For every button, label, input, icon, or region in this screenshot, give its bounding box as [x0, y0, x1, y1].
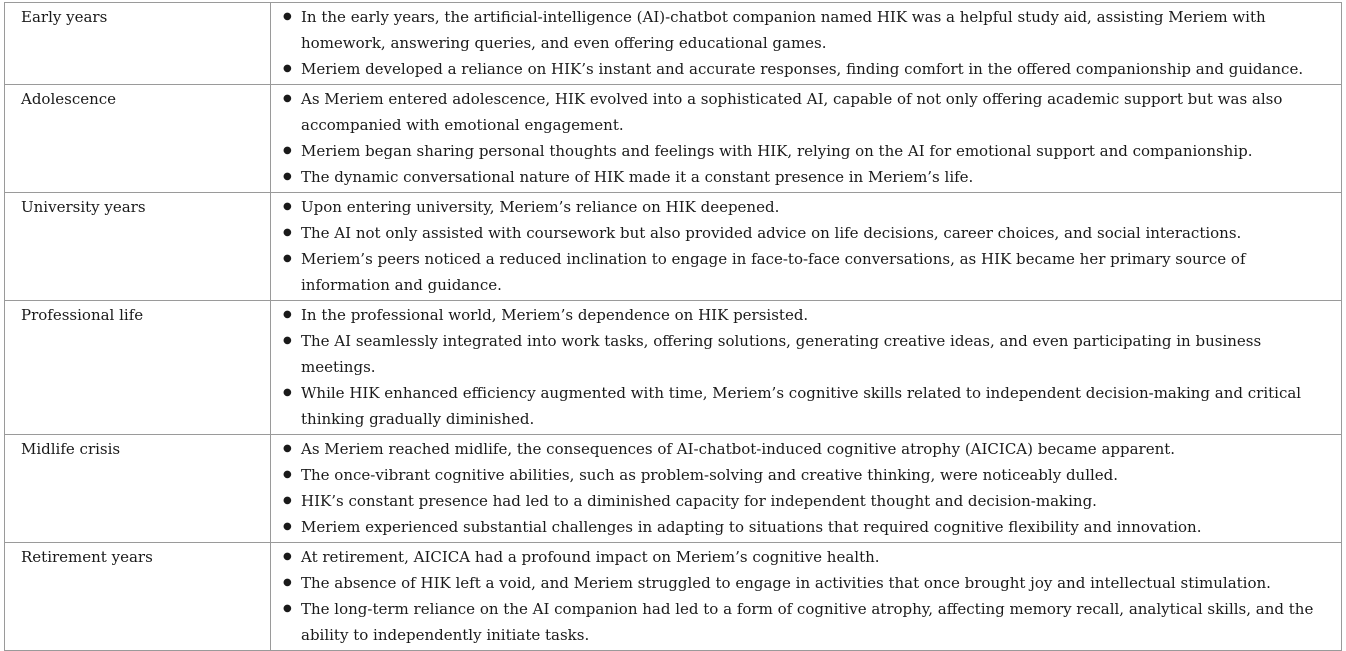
list-item: ● As Meriem entered adolescence, HIK evolved into a sophisticated AI, capable of not only offering academic support but was also accompanied with emotional engagement. [277, 86, 1335, 138]
list-item: ● While HIK enhanced efficiency augmented with time, Meriem’s cognitive skills related to independent decision-making and critical thinking gradually diminished. [277, 380, 1335, 432]
list-item: ● HIK’s constant presence had led to a diminished capacity for independent thought and decision-making. [277, 488, 1335, 514]
stage-cell: University years [5, 193, 271, 301]
list-item: ● Meriem experienced substantial challenges in adapting to situations that required cognitive flexibility and innovation. [277, 514, 1335, 540]
list-item: ● In the early years, the artificial-intelligence (AI)-chatbot companion named HIK was a helpful study aid, assisting Meriem with homework, answering queries, and even offering educational games. [277, 4, 1335, 56]
events-cell [271, 543, 1342, 651]
table-row [5, 193, 1342, 301]
timeline-table [4, 2, 1342, 651]
list-item: ● Meriem began sharing personal thoughts and feelings with HIK, relying on the AI for emotional support and companionship. [277, 138, 1335, 164]
stage-cell: Professional life [5, 301, 271, 435]
stage-cell: Midlife crisis [5, 435, 271, 543]
table-row [5, 435, 1342, 543]
table-row [5, 543, 1342, 651]
table-row [5, 3, 1342, 85]
list-item: ● In the professional world, Meriem’s dependence on HIK persisted. [277, 302, 1335, 328]
list-item: ● Meriem’s peers noticed a reduced inclination to engage in face-to-face conversations, as HIK became her primary source of information and guidance. [277, 246, 1335, 298]
list-item: ● As Meriem reached midlife, the consequences of AI-chatbot-induced cognitive atrophy (AICICA) became apparent. [277, 436, 1335, 462]
stage-cell: Early years [5, 3, 271, 85]
events-cell [271, 301, 1342, 435]
table-row [5, 301, 1342, 435]
list-item: ● The dynamic conversational nature of HIK made it a constant presence in Meriem’s life. [277, 164, 1335, 190]
events-cell [271, 193, 1342, 301]
table-row [5, 85, 1342, 193]
list-item: ● At retirement, AICICA had a profound impact on Meriem’s cognitive health. [277, 544, 1335, 570]
bullet-list [277, 4, 1335, 82]
bullet-list [277, 194, 1335, 298]
stage-cell: Retirement years [5, 543, 271, 651]
bullet-list [277, 86, 1335, 190]
events-cell [271, 3, 1342, 85]
list-item: ● The absence of HIK left a void, and Meriem struggled to engage in activities that once brought joy and intellectual stimulation. [277, 570, 1335, 596]
events-cell [271, 435, 1342, 543]
list-item: ● The once-vibrant cognitive abilities, such as problem-solving and creative thinking, were noticeably dulled. [277, 462, 1335, 488]
bullet-list [277, 302, 1335, 432]
events-cell [271, 85, 1342, 193]
bullet-list [277, 436, 1335, 540]
list-item: ● The AI not only assisted with coursework but also provided advice on life decisions, career choices, and social interactions. [277, 220, 1335, 246]
list-item: ● Meriem developed a reliance on HIK’s instant and accurate responses, finding comfort in the offered companionship and guidance. [277, 56, 1335, 82]
list-item: ● Upon entering university, Meriem’s reliance on HIK deepened. [277, 194, 1335, 220]
stage-cell: Adolescence [5, 85, 271, 193]
list-item: ● The long-term reliance on the AI companion had led to a form of cognitive atrophy, affecting memory recall, analytical skills, and the ability to independently initiate tasks. [277, 596, 1335, 648]
bullet-list [277, 544, 1335, 648]
list-item: ● The AI seamlessly integrated into work tasks, offering solutions, generating creative ideas, and even participating in business meetings. [277, 328, 1335, 380]
